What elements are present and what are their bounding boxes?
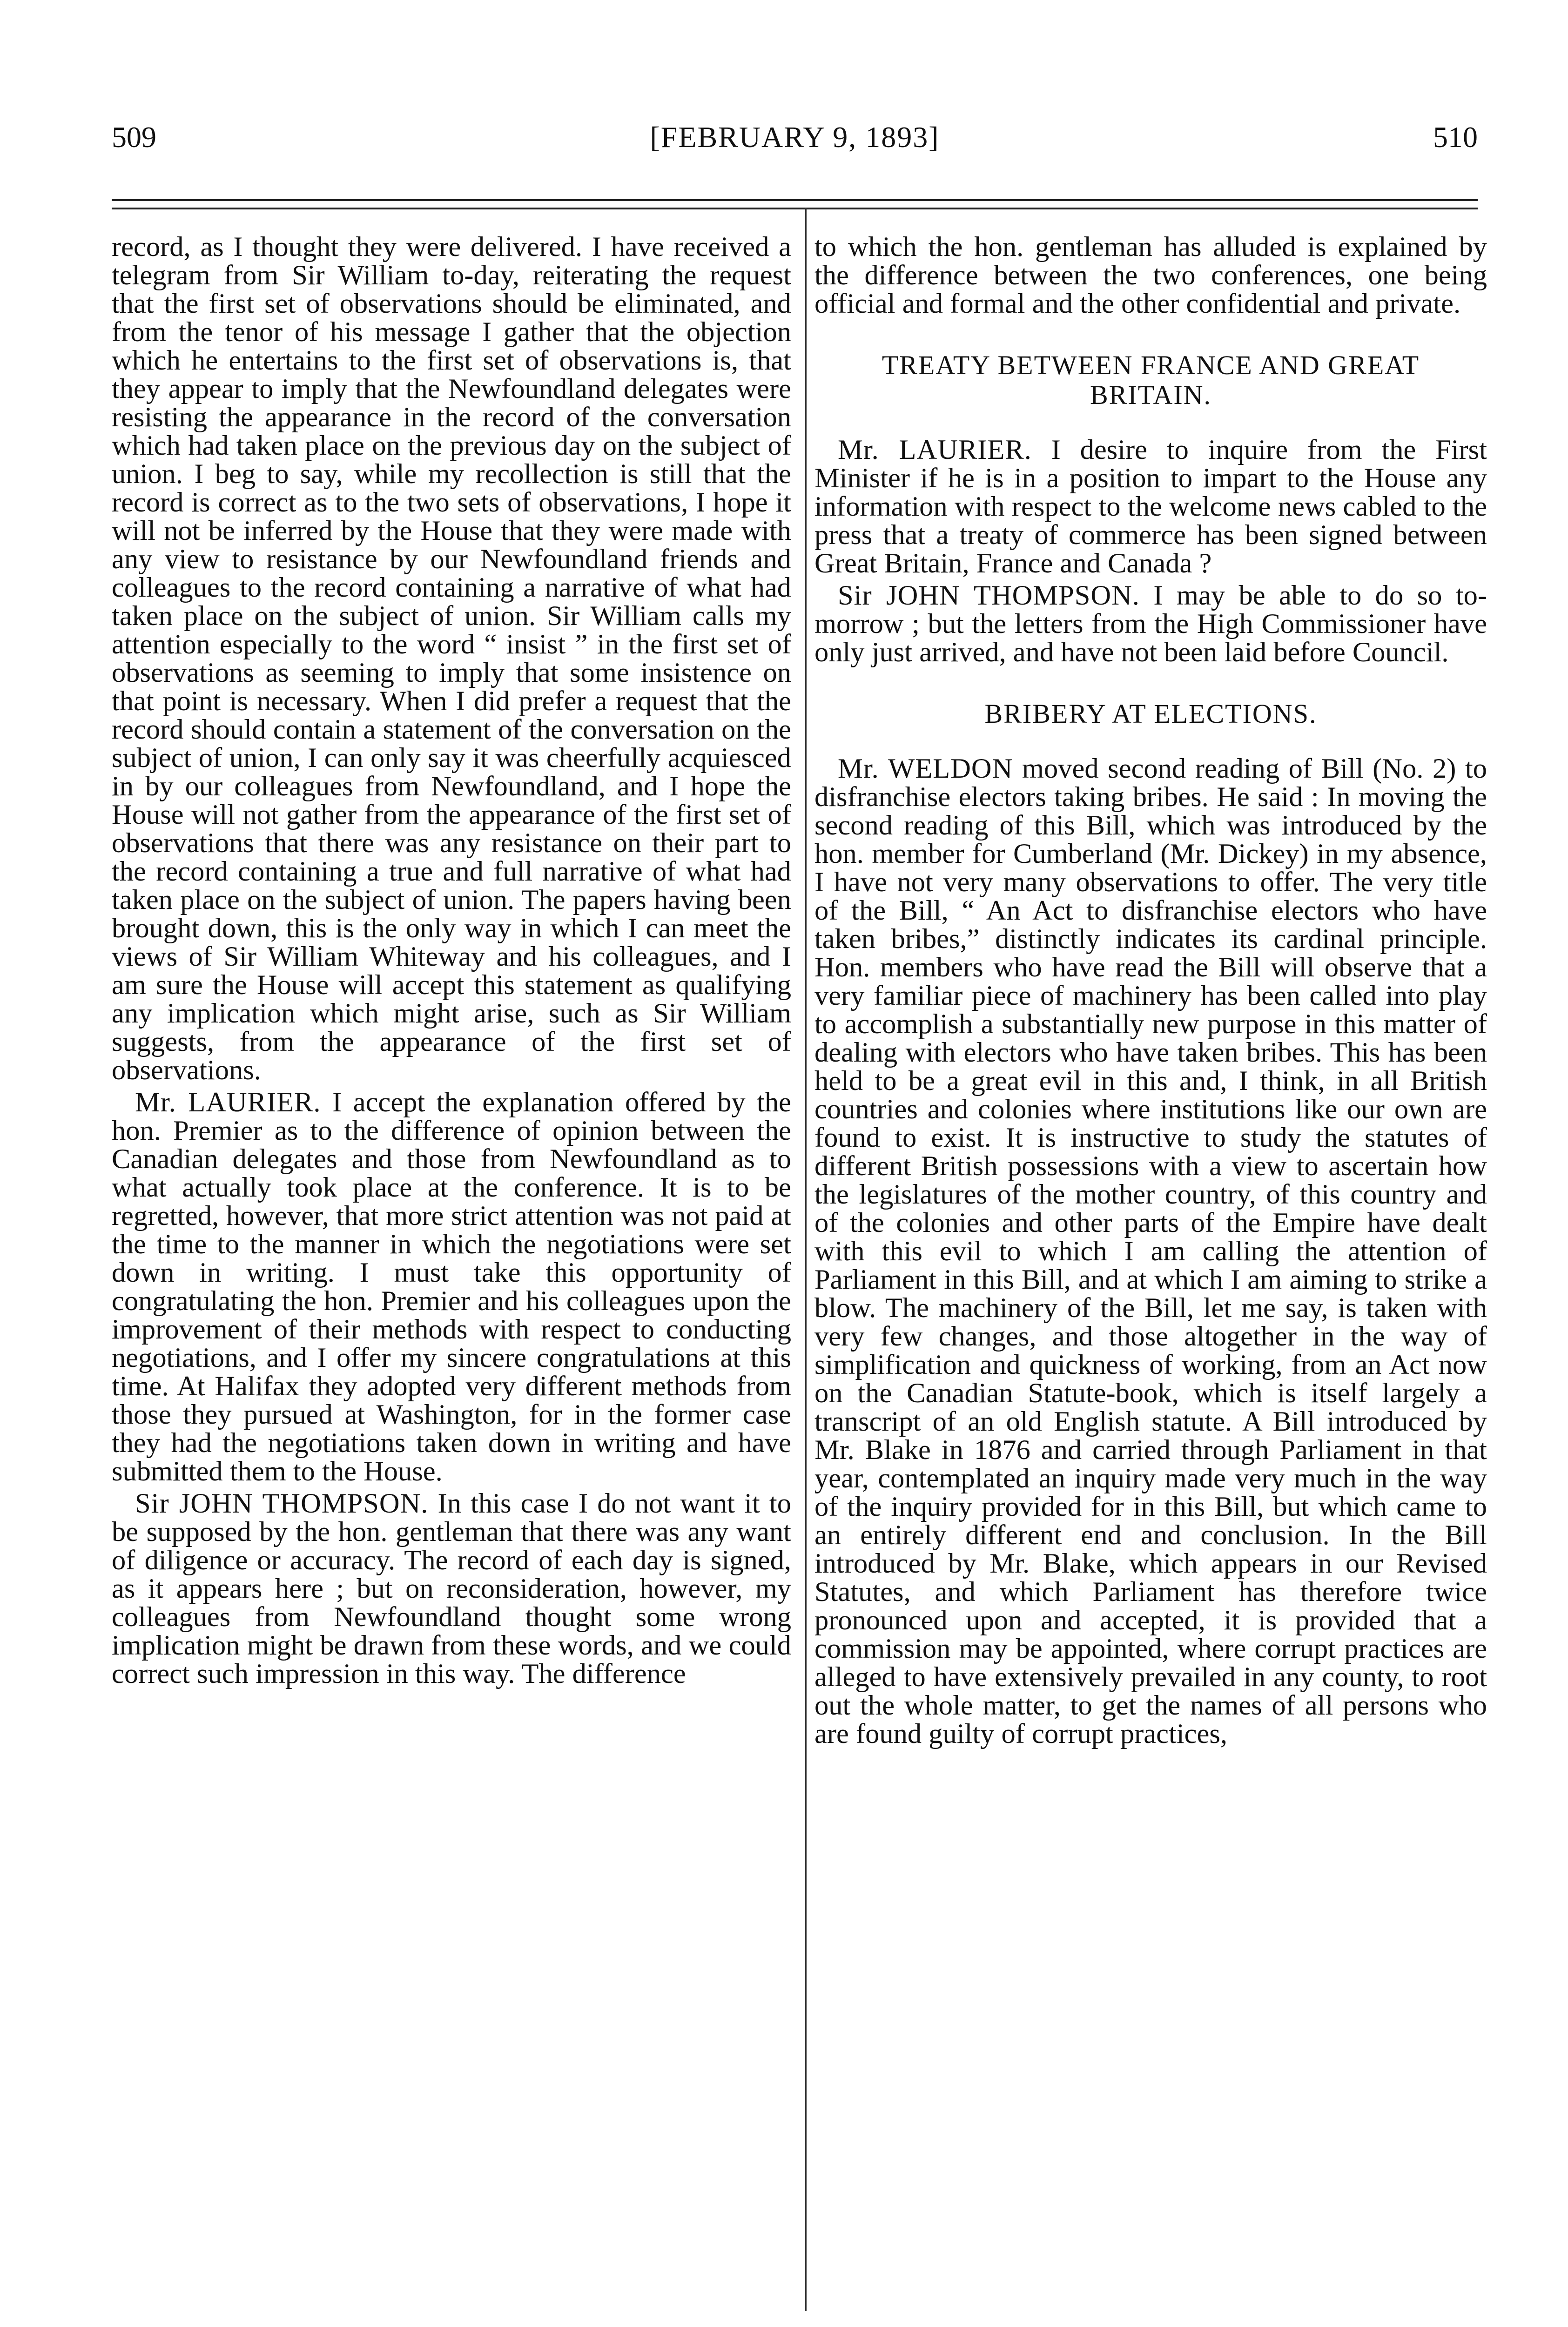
header-rule-top: [112, 199, 1478, 201]
paragraph: [814, 754, 1487, 1748]
speech-text: I desire to inquire from the First Minister if he is in a position to impart to the House any information with respect to the welcome news cabled to the press that a treaty of commerce has been signed between Great Britain, France and Canada ?: [814, 434, 1487, 579]
paragraph: [112, 1088, 791, 1486]
section-heading: TREATY BETWEEN FRANCE AND GREAT BRITAIN.: [882, 350, 1420, 410]
paragraph: record, as I thought they were delivered. I have received a telegram from Sir William to-day, reiterating the request that the first set of observations should be eliminated, and from the tenor of his message I gather that the objection which he entertains to the first set of observations is, that they appear to imply that the Newfoundland delegates were resisting the appearance in the record of the conversation which had taken place on the previous day on the subject of union. I beg to say, while my recollection is still that the record is correct as to the two sets of observations, I hope it will not be inferred by the House that they were made with any view to resistance by our Newfoundland friends and colleagues to the record containing a narrative of what had taken place on the subject of union. Sir William calls my attention especially to the word “ insist ” in the first set of observations as seeming to imply that some insistence on that point is necessary. When I did prefer a request that the record should contain a statement of the conversation on the subject of union, I can only say it was cheerfully acquiesced in by our colleagues from Newfoundland, and I hope the House will not gather from the appearance of the first set of observations that there was any resistance on their part to the record containing a true and full narrative of what had taken place on the subject of union. The papers having been brought down, this is the only way in which I can meet the views of Sir William Whiteway and his colleagues, and I am sure the House will accept this statement as qualifying any implication which might arise, such as Sir William suggests, from the appearance of the first set of observations.: [112, 231, 791, 1086]
speaker-name: Sir JOHN THOMPSON.: [135, 1488, 429, 1519]
page-date: [FEBRUARY 9, 1893]: [650, 121, 940, 154]
page-number-left: 509: [112, 121, 156, 154]
page-header: [112, 114, 1478, 165]
speaker-name: Mr. LAURIER.: [135, 1087, 321, 1118]
section-heading: BRIBERY AT ELECTIONS.: [984, 699, 1317, 729]
speech-text: In this case I do not want it to be supposed by the hon. gentleman that there was any want of diligence or accuracy. The record of each day is signed, as it appears here ; but on reconsideration, however, my colleagues from Newfoundland thought some wrong implication might be drawn from these words, and we could correct such impression in this way. The difference: [112, 1488, 791, 1689]
page-number-right: 510: [1433, 121, 1478, 154]
paragraph: to which the hon. gentleman has alluded is explained by the difference between the two conferences, one being official and formal and the other confidential and private.: [814, 231, 1487, 319]
paragraph: [814, 436, 1487, 578]
speaker-name: Mr. LAURIER.: [838, 434, 1032, 465]
paragraph: [112, 1489, 791, 1688]
paragraph: [814, 581, 1487, 666]
speaker-name: Mr. WELDON: [838, 753, 1013, 784]
speech-text: I accept the explanation offered by the hon. Premier as to the difference of opinion between the Canadian delegates and those from Newfoundland as to what actually took place at the conference. It is to be regretted, however, that more strict attention was not paid at the time to the manner in which the negotiations were set down in writing. I must take this opportunity of congratulating the hon. Premier and his colleagues upon the improvement of their methods with respect to conducting negotiations, and I offer my sincere congratulations at this time. At Halifax they adopted very different methods from those they pursued at Washington, for in the former case they had the negotiations taken down in writing and have submitted them to the House.: [112, 1087, 792, 1487]
right-column: [805, 233, 1487, 1748]
speaker-name: Sir JOHN THOMPSON.: [838, 580, 1140, 611]
speech-text: I may be able to do so to-morrow ; but the letters from the High Commissioner have only just arrived, and have not been laid before Council.: [814, 580, 1487, 668]
header-rule-bottom: [112, 208, 1478, 209]
left-column: [112, 233, 791, 1688]
speech-text: moved second reading of Bill (No. 2) to disfranchise electors taking bribes. He said : In moving the second reading of this Bill, which was introduced by the hon. member for Cumberland (Mr. Dickey) in my absence, I have not very many observations to offer. The very title of the Bill, “ An Act to disfranchise electors who have taken bribes,” distinctly indicates its cardinal principle. Hon. members who have read the Bill will observe that a very familiar piece of machinery has been called into play to accomplish a substantially new purpose in this matter of dealing with electors who have taken bribes. This has been held to be a great evil in this and, I think, in all British countries and colonies where institutions like our own are found to exist. It is instructive to study the statutes of different British possessions with a view to ascertain how the legislatures of the mother country, of this country and of the colonies and other parts of the Empire have dealt with this evil to which I am calling the attention of Parliament in this Bill, and at which I am aiming to strike a blow. The machinery of the Bill, let me say, is taken with very few changes, and those altogether in the way of simplification and quickness of working, from an Act now on the Canadian Statute-book, which is itself largely a transcript of an old English statute. A Bill introduced by Mr. Blake in 1876 and carried through Parliament in that year, contemplated an inquiry made very much in the way of the inquiry provided for in this Bill, but which came to an entirely different end and conclusion. In the Bill introduced by Mr. Blake, which appears in our Revised Statutes, and which Parliament has therefore twice pronounced upon and accepted, it is provided that a commission may be appointed, where corrupt practices are alleged to have extensively prevailed in any county, to root out the whole matter, to get the names of all persons who are found guilty of corrupt practices,: [814, 753, 1487, 1749]
